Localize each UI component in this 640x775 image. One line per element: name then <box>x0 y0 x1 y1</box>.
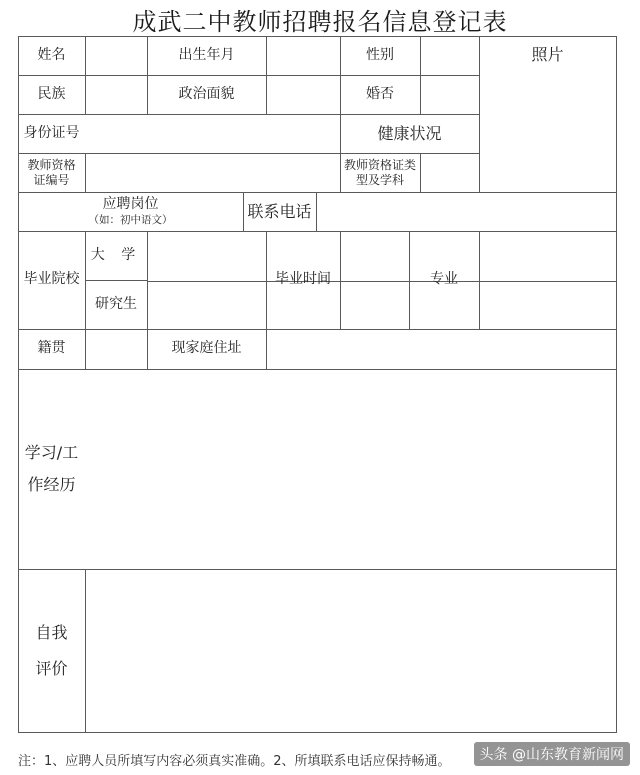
photo-area[interactable] <box>480 72 615 191</box>
label-cert-number-line2: 证编号 <box>33 172 70 187</box>
label-history-line2: 作经历 <box>27 475 76 494</box>
label-self-eval-line1: 自我 <box>35 623 68 643</box>
label-major: 专业 <box>430 271 458 288</box>
label-cert-type-line1: 教师资格证类 <box>343 157 416 172</box>
graduation-time-university-field[interactable] <box>341 232 408 280</box>
watermark: 头条 @山东教育新闻网 <box>474 742 630 766</box>
label-postgraduate: 研究生 <box>95 295 137 312</box>
gender-field[interactable] <box>421 37 478 74</box>
phone-field[interactable] <box>317 193 615 230</box>
label-political: 政治面貌 <box>178 85 235 102</box>
label-university: 大 学 <box>90 246 142 263</box>
form-title: 成武二中教师招聘报名信息登记表 <box>132 8 508 36</box>
major-university-field[interactable] <box>480 232 615 280</box>
label-position <box>18 192 243 231</box>
label-native-place: 籍贯 <box>37 340 66 357</box>
label-phone: 联系电话 <box>247 201 312 221</box>
label-marital: 婚否 <box>366 85 394 102</box>
label-cert-number <box>18 153 85 192</box>
graduation-time-postgraduate-field[interactable] <box>341 282 408 329</box>
cert-number-field[interactable] <box>86 154 339 191</box>
label-name: 姓名 <box>37 46 66 63</box>
label-cert-type <box>340 153 420 192</box>
name-field[interactable] <box>86 37 146 74</box>
label-history <box>18 369 85 569</box>
university-field[interactable] <box>148 232 265 280</box>
label-self-eval <box>18 569 85 732</box>
marital-field[interactable] <box>421 76 478 113</box>
ethnicity-field[interactable] <box>86 76 146 113</box>
footnote: 注：1、应聘人员所填写内容必须真实准确。2、所填联系电话应保持畅通。 <box>18 754 451 769</box>
label-graduate-school: 毕业院校 <box>23 271 80 288</box>
label-id-number: 身份证号 <box>23 124 80 141</box>
label-gender: 性别 <box>366 46 394 63</box>
id-number-field[interactable] <box>86 115 339 152</box>
label-address: 现家庭住址 <box>171 340 242 357</box>
label-ethnicity: 民族 <box>37 85 66 102</box>
address-field[interactable] <box>267 330 615 368</box>
label-position-main: 应聘岗位 <box>102 196 159 213</box>
political-field[interactable] <box>267 76 339 113</box>
label-cert-number-line1: 教师资格 <box>27 157 76 172</box>
native-place-field[interactable] <box>86 330 146 368</box>
label-self-eval-line2: 评价 <box>35 658 68 678</box>
history-field[interactable] <box>86 370 615 568</box>
label-history-line1: 学习/工 <box>24 443 79 462</box>
postgraduate-field[interactable] <box>148 282 265 329</box>
label-health: 健康状况 <box>377 123 442 143</box>
cert-type-field[interactable] <box>421 154 478 191</box>
label-position-hint: （如：初中语文） <box>88 213 173 226</box>
label-birth: 出生年月 <box>178 46 235 63</box>
label-graduation-time: 毕业时间 <box>275 271 331 288</box>
major-postgraduate-field[interactable] <box>480 282 615 329</box>
label-cert-type-line2: 型及学科 <box>355 172 404 187</box>
label-photo: 照片 <box>531 45 564 64</box>
birth-field[interactable] <box>267 37 339 74</box>
self-eval-field[interactable] <box>86 570 615 731</box>
